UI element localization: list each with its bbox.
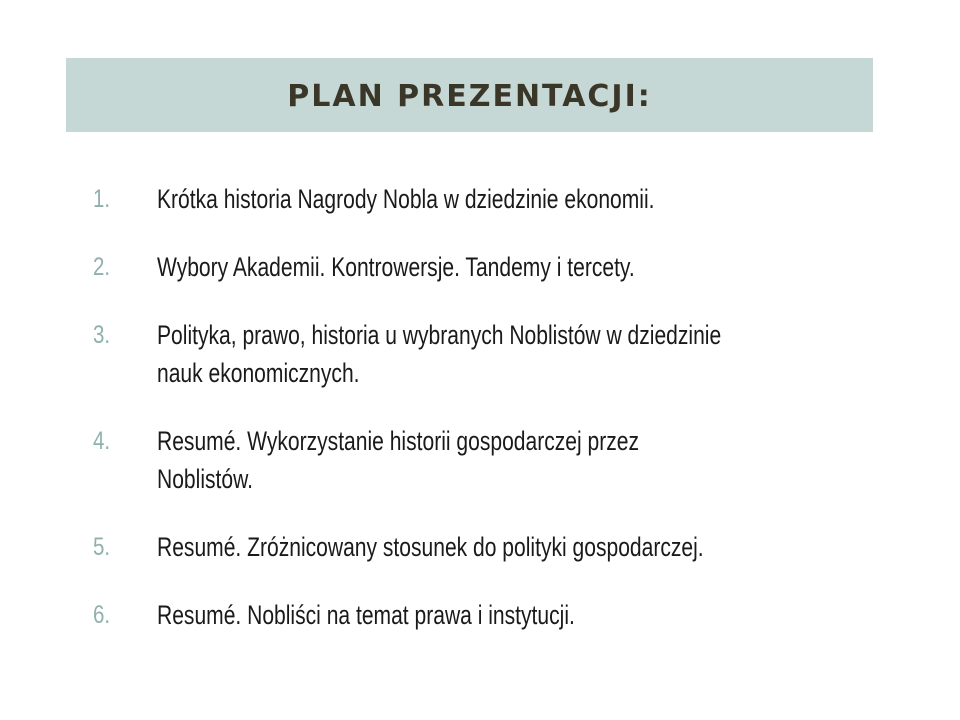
agenda-item-2	[93, 248, 883, 286]
agenda-item-3	[93, 316, 883, 392]
item-number: 1.	[93, 185, 111, 213]
item-number: 3.	[93, 321, 111, 349]
item-text: Polityka, prawo, historia u wybranych Noblistów w dziedzinie nauk ekonomicznych.	[157, 320, 722, 388]
item-text: Wybory Akademii. Kontrowersje. Tandemy i tercety.	[157, 252, 635, 282]
agenda-item-5	[93, 528, 883, 566]
agenda-list	[93, 180, 883, 664]
title-bar	[66, 58, 873, 132]
item-text: Resumé. Wykorzystanie historii gospodarczej przez Noblistów.	[157, 426, 640, 494]
item-number: 2.	[93, 253, 111, 281]
agenda-item-1	[93, 180, 883, 218]
agenda-item-6	[93, 596, 883, 634]
item-text: Resumé. Zróżnicowany stosunek do polityki gospodarczej.	[157, 532, 704, 562]
item-number: 4.	[93, 427, 111, 455]
slide-title: PLAN PREZENTACJI:	[287, 78, 652, 114]
agenda-item-4	[93, 422, 883, 498]
item-number: 6.	[93, 601, 111, 629]
item-text: Krótka historia Nagrody Nobla w dziedzinie ekonomii.	[157, 184, 655, 214]
item-number: 5.	[93, 533, 111, 561]
item-text: Resumé. Nobliści na temat prawa i instytucji.	[157, 600, 575, 630]
